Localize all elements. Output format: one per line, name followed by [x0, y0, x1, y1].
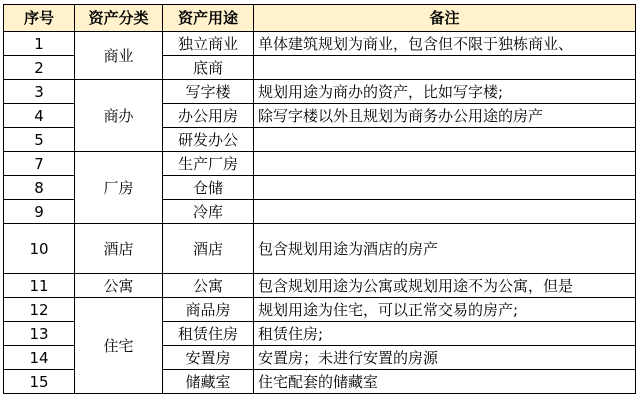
table-row: [4, 32, 636, 56]
serial-number-cell: 15: [4, 370, 75, 394]
note-cell: [254, 128, 636, 152]
use-cell: 储藏室: [163, 370, 254, 394]
table-row: [4, 152, 636, 176]
serial-number-cell: 14: [4, 346, 75, 370]
note-cell: 规划用途为住宅，可以正常交易的房产;: [254, 298, 636, 322]
table-row: [4, 298, 636, 322]
table-row: [4, 80, 636, 104]
header-serial-number: 序号: [4, 5, 75, 32]
use-cell: 生产厂房: [163, 152, 254, 176]
note-cell: 安置房；未进行安置的房源: [254, 346, 636, 370]
serial-number-cell: 3: [4, 80, 75, 104]
note-cell: [254, 176, 636, 200]
category-cell: 公寓: [75, 274, 163, 298]
serial-number-cell: 12: [4, 298, 75, 322]
use-cell: 底商: [163, 56, 254, 80]
note-cell: 包含规划用途为酒店的房产: [254, 224, 636, 274]
table-row: [4, 274, 636, 298]
serial-number-cell: 4: [4, 104, 75, 128]
serial-number-cell: 2: [4, 56, 75, 80]
use-cell: 商品房: [163, 298, 254, 322]
note-cell: [254, 152, 636, 176]
table-row: [4, 224, 636, 274]
note-cell: 除写字楼以外且规划为商务办公用途的房产: [254, 104, 636, 128]
category-cell: 商办: [75, 80, 163, 152]
note-cell: 包含规划用途为公寓或规划用途不为公寓，但是: [254, 274, 636, 298]
use-cell: 酒店: [163, 224, 254, 274]
use-cell: 租赁住房: [163, 322, 254, 346]
use-cell: 公寓: [163, 274, 254, 298]
note-cell: 单体建筑规划为商业，包含但不限于独栋商业、: [254, 32, 636, 56]
use-cell: 冷库: [163, 200, 254, 224]
serial-number-cell: 8: [4, 176, 75, 200]
note-cell: [254, 200, 636, 224]
serial-number-cell: 9: [4, 200, 75, 224]
category-cell: 住宅: [75, 298, 163, 394]
note-cell: 租赁住房;: [254, 322, 636, 346]
category-cell: 厂房: [75, 152, 163, 224]
note-cell: 规划用途为商办的资产，比如写字楼;: [254, 80, 636, 104]
use-cell: 安置房: [163, 346, 254, 370]
use-cell: 独立商业: [163, 32, 254, 56]
use-cell: 仓储: [163, 176, 254, 200]
serial-number-cell: 10: [4, 224, 75, 274]
serial-number-cell: 7: [4, 152, 75, 176]
note-cell: [254, 56, 636, 80]
asset-classification-table: [3, 4, 636, 394]
serial-number-cell: 13: [4, 322, 75, 346]
serial-number-cell: 5: [4, 128, 75, 152]
header-remarks: 备注: [254, 5, 636, 32]
serial-number-cell: 1: [4, 32, 75, 56]
category-cell: 商业: [75, 32, 163, 80]
use-cell: 写字楼: [163, 80, 254, 104]
use-cell: 办公用房: [163, 104, 254, 128]
header-asset-use: 资产用途: [163, 5, 254, 32]
note-cell: 住宅配套的储藏室: [254, 370, 636, 394]
header-row: [4, 5, 636, 32]
header-asset-category: 资产分类: [75, 5, 163, 32]
category-cell: 酒店: [75, 224, 163, 274]
serial-number-cell: 11: [4, 274, 75, 298]
use-cell: 研发办公: [163, 128, 254, 152]
